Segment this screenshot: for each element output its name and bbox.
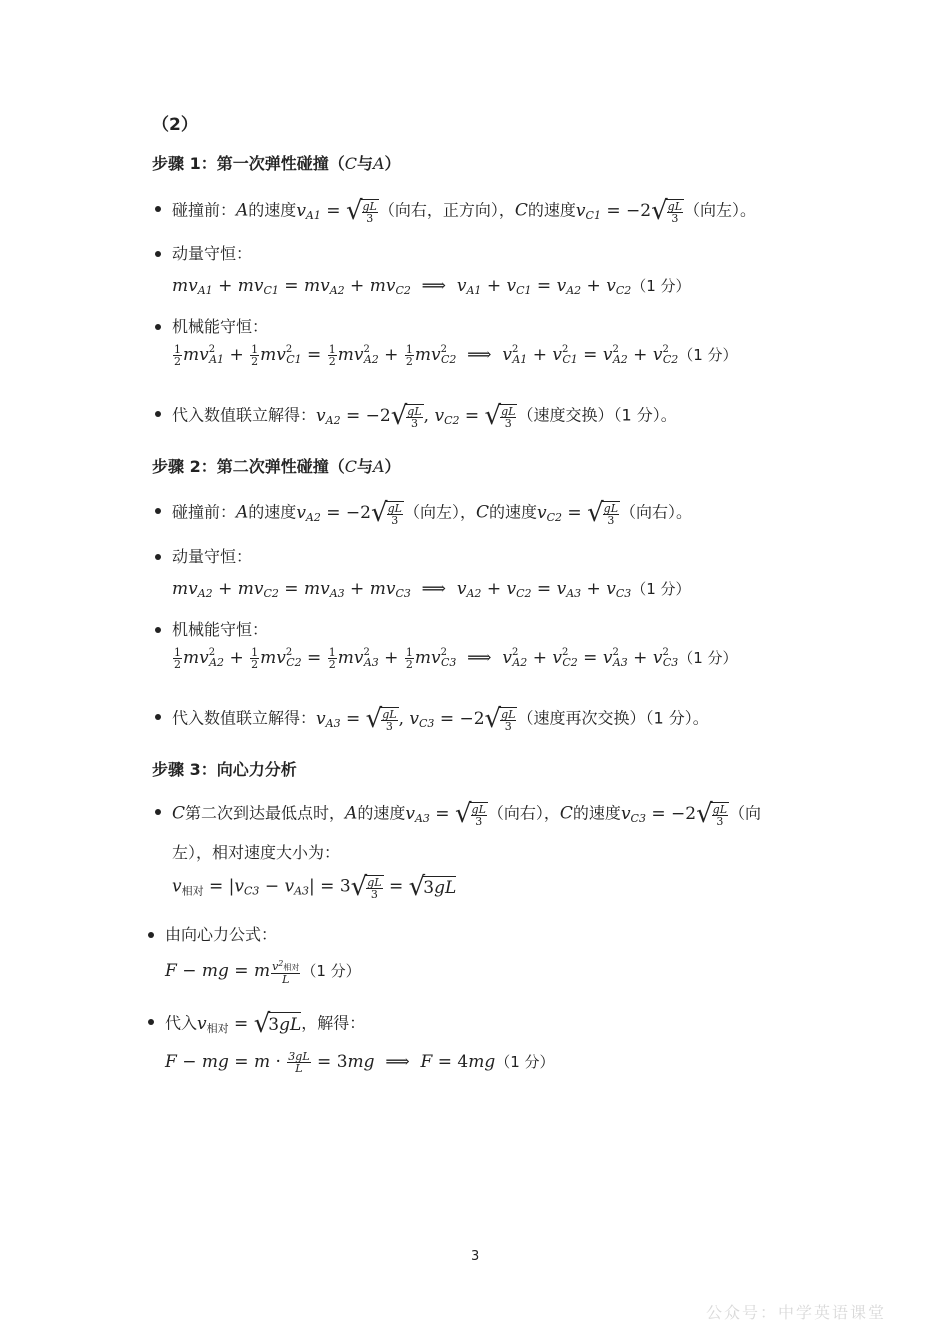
step1-momentum-label: 动量守恒： — [172, 244, 253, 263]
step2-before-collision: 碰撞前：A的速度$v_{A2} = -2√$ $\frac{gL}{3}$ （向左），C的速度$v_{C2}$ = √ $\frac{gL}{3}$ （向右）。 — [172, 498, 693, 528]
step3-heading: 步骤 3：向心力分析 — [152, 760, 297, 779]
step2-energy-equation: $\frac{1}{2}$ $mv^2_{A2}$ + $\frac{1}{2}$ $mv^2_{C2}$ = $\frac{1}{2}$ $mv^2_{A3}$ + $\frac{1}{2}$ $mv^2_{C3}$ ⟹ $v^2_{A2} + v^2_{C2} = v^2_{A3} + v^2_{C3}(1$ 分） — [174, 646, 738, 671]
step2-momentum-label: 动量守恒： — [172, 547, 253, 566]
step1-energy-equation: $\frac{1}{2}$ $mv^2_{A1}$ + $\frac{1}{2}$ $mv^2_{C1}$ = $\frac{1}{2}$ $mv^2_{A2}$ + $\frac{1}{2}$ $mv^2_{C2}$ ⟹ $v^2_{A1} + v^2_{C1} = v^2_{A2} + v^2_{C2}(1$ 分） — [174, 343, 738, 368]
step2-energy-label: 机械能守恒： — [172, 620, 269, 639]
step2-solution: 代入数值联立解得：$v_{A3}$ = √ $\frac{gL}{3}$ , $v_{C3} = -2√$ $\frac{gL}{3}$ （速度再次交换）（1 分）。 — [172, 704, 709, 734]
step3-lowest-point-cont: 左），相对速度大小为： — [172, 843, 341, 862]
step1-before-collision: 碰撞前：A的速度$v_{A1}$ = √ $\frac{gL}{3}$ （向右，正方向），C的速度$v_{C1} = -2√$ $\frac{gL}{3}$ （向左）。 — [172, 196, 757, 226]
step2-heading: 步骤 2：第二次弹性碰撞（C与A） — [152, 457, 401, 476]
step3-centripetal-equation: F − mg = m $\frac{v^2相对}{L}$ （1 分） — [165, 959, 361, 986]
part-title: （2） — [152, 115, 198, 135]
step2-momentum-equation: $mv_{A2} + mv_{C2} = mv_{A3} + mv_{C3}$ ⟹ $v_{A2} + v_{C2} = v_{A3} + v_{C3}(1$ 分） — [172, 579, 691, 600]
page-number: 3 — [471, 1249, 480, 1264]
step1-momentum-equation: $mv_{A1} + mv_{C1} = mv_{A2} + mv_{C2}$ ⟹ $v_{A1} + v_{C1} = v_{A2} + v_{C2}(1$ 分） — [172, 276, 691, 297]
step1-energy-label: 机械能守恒： — [172, 317, 269, 336]
step3-lowest-point: C第二次到达最低点时，A的速度$v_{A3}$ = √ $\frac{gL}{3}$ （向右），C的速度$v_{C3} = -2√$ $\frac{gL}{3}$ （向 — [172, 799, 762, 829]
step1-heading: 步骤 1：第一次弹性碰撞（C与A） — [152, 154, 401, 173]
step3-centripetal-label: 由向心力公式： — [165, 925, 278, 944]
step3-substitute: 代入$v_{相对} = √3gL$，解得： — [165, 1009, 366, 1039]
step3-final-equation: F − mg = m · $\frac{3gL}{L}$ = 3mg ⟹ F = 4mg（1 分） — [165, 1050, 555, 1075]
step3-relative-velocity-equation: $v_{相对} = |v_{C3} - v_{A3}| = 3√$ $\frac{gL}{3}$ = √3gL — [172, 872, 457, 902]
watermark: 公众号：中学英语课堂 — [706, 1303, 887, 1322]
step1-solution: 代入数值联立解得：$v_{A2} = -2√$ $\frac{gL}{3}$ , $v_{C2}$ = √ $\frac{gL}{3}$ （速度交换）（1 分）。 — [172, 401, 677, 431]
